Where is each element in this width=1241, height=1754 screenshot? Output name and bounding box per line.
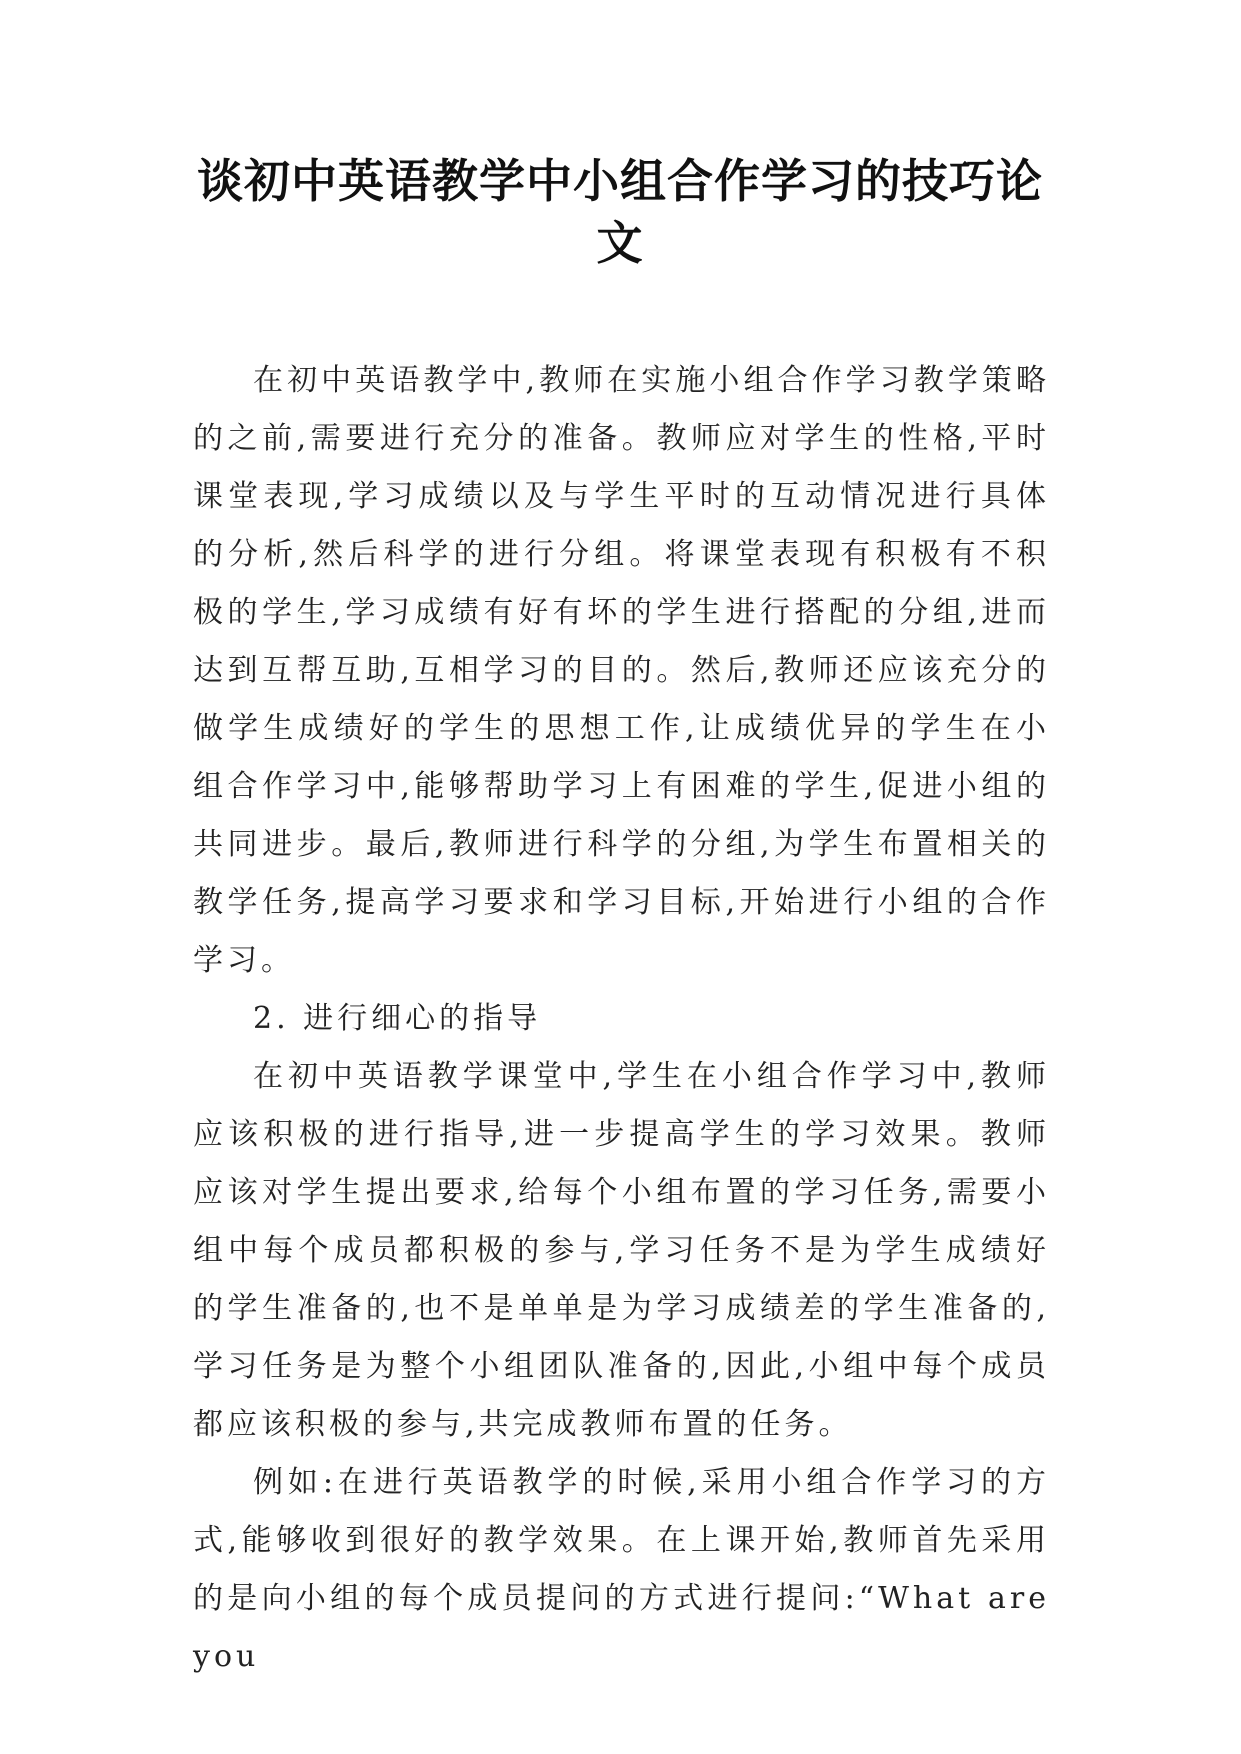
- paragraph-preparation: 在初中英语教学中,教师在实施小组合作学习教学策略的之前,需要进行充分的准备。教师应对学生的性格,平时课堂表现,学习成绩以及与学生平时的互动情况进行具体的分析,然后科学的进行分组。将课堂表现有积极有不积极的学生,学习成绩有好有坏的学生进行搭配的分组,进而达到互帮互助,互相学习的目的。然后,教师还应该充分的做学生成绩好的学生的思想工作,让成绩优异的学生在小组合作学习中,能够帮助学习上有困难的学生,促进小组的共同进步。最后,教师进行科学的分组,为学生布置相关的教学任务,提高学习要求和学习目标,开始进行小组的合作学习。: [193, 363, 1050, 978]
- paragraph-guidance: 在初中英语教学课堂中,学生在小组合作学习中,教师应该积极的进行指导,进一步提高学生的学习效果。教师应该对学生提出要求,给每个小组布置的学习任务,需要小组中每个成员都积极的参与,学习任务不是为学生成绩好的学生准备的,也不是单单是为学习成绩差的学生准备的, 学习任务是为整个小组团队准备的,因此,小组中每个成员都应该积极的参与,共完成教师布置的任务。: [193, 1059, 1050, 1442]
- section-heading-guidance: 2. 进行细心的指导: [253, 1001, 542, 1036]
- document-body: [193, 352, 1050, 1686]
- document-title: 谈初中英语教学中小组合作学习的技巧论文: [197, 154, 1043, 270]
- paragraph-example: 例如:在进行英语教学的时候,采用小组合作学习的方式,能够收到很好的教学效果。在上课开始,教师首先采用的是向小组的每个成员提问的方式进行提问:“What are you: [193, 1465, 1050, 1674]
